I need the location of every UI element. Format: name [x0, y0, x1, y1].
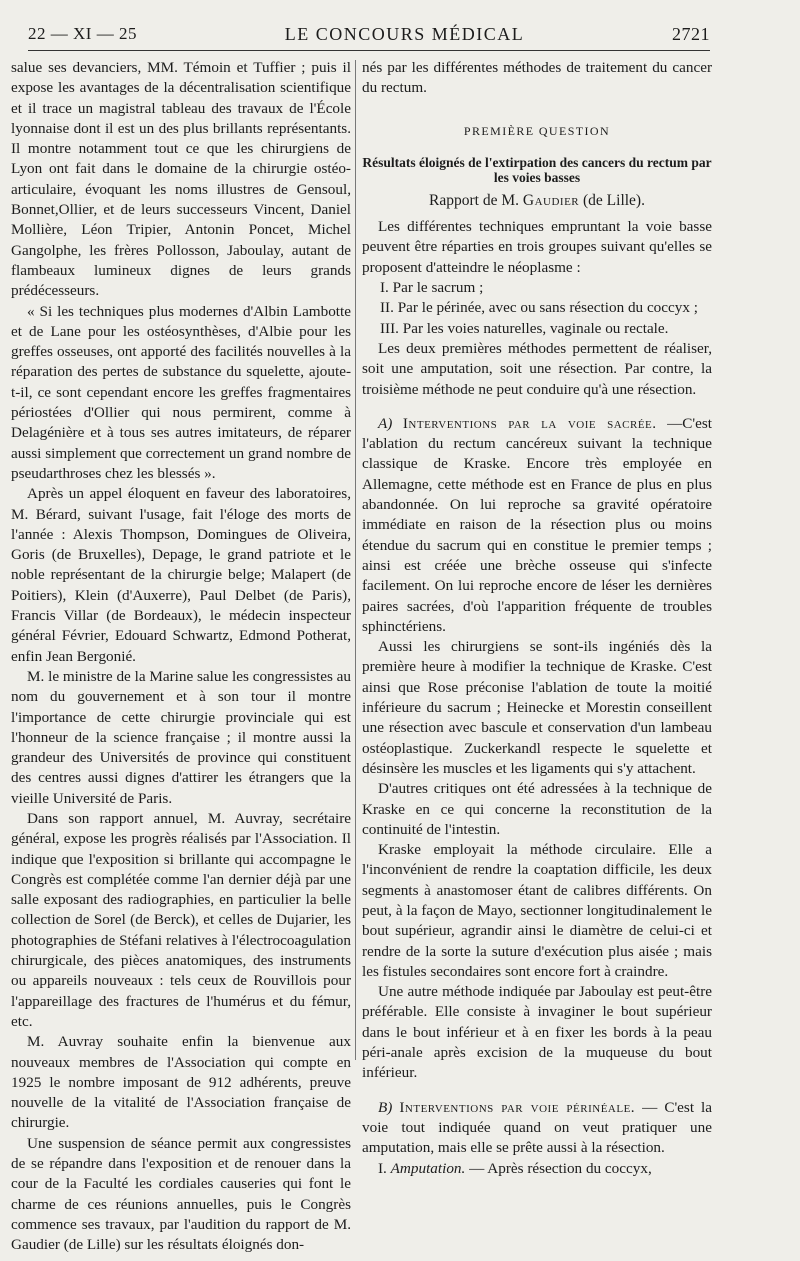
section-heading: PREMIÈRE QUESTION: [463, 123, 611, 138]
left-paragraph-6: M. Auvray souhaite enfin la bienvenue aux nouveaux membres de l'Association qui compte en 1925 le nombre imposant de 912 adhérents, preuve nouvelle de la vitalité de l'Association française de chirurgie.: [11, 1033, 351, 1132]
subsection-a-title: Interventions par la voie sacrée.: [402, 414, 657, 432]
subsection-b: [362, 1098, 712, 1159]
left-paragraph-1: salue ses devanciers, MM. Témoin et Tuffier ; puis il expose les avantages de la décentralisation scientifique et il trace un magistral tableau des travaux de l'École lyonnaise dont il est un des plus brillants représentants. Il montre notamment tout ce que les chirurgiens de Lyon ont fait dans le domaine de la chirurgie ostéo-articulaire, évoquant les noms illustres de Gensoul, Bonnet,Ollier, et de leurs successeurs Vincent, Daniel Mollière, Léon Tripier, Antonin Poncet, Michel Gangolphe, les frères Pollosson, Jaboulay, autant de flambeaux lumineux dignes de leurs grands prédécesseurs.: [11, 59, 351, 300]
report-suffix: (de Lille).: [583, 191, 645, 209]
section-title: Résultats éloignés de l'extirpation des cancers du rectum par les voies basses: [362, 154, 712, 185]
amputation-title: Amputation.: [390, 1159, 466, 1177]
page-header: [28, 20, 710, 48]
subsection-b-text: — C'est la voie tout indiquée quand on veut pratiquer une amputation, mais elle se prête aussi à la résection.: [362, 1098, 713, 1157]
report-line: [362, 191, 712, 211]
header-rule: [28, 50, 710, 51]
right-paragraph-5: Kraske employait la méthode circulaire. Elle a l'inconvénient de rendre la coaptation difficile, les deux segments à anastomoser étant de calibres différents. On peut, à la façon de Mayo, sectionner longitudinalement le bout supérieur, agrandir ainsi le diamètre de celui-ci et rendre de la sorte la suture d'exécution plus aisée ; mais les fistules secondaires sont encore fort à craindre.: [362, 841, 712, 980]
column-separator: [355, 60, 356, 1060]
right-intro: nés par les différentes méthodes de traitement du cancer du rectum.: [362, 59, 712, 97]
subsection-b-title: Interventions par voie périnéale.: [399, 1098, 636, 1116]
right-paragraph-3: Aussi les chirurgiens se sont-ils ingéniés dès la première heure à modifier la technique de Kraske. C'est ainsi que Rose préconise l'ablation de toute la moitié inférieure du sacrum ; Heinecke et Morestin conseillent une résection avec bascule et conservation d'un lambeau ostéoplastique. Zuckerkandl respecte le squelette et désinsère les muscles et les ligaments qui s'y attachent.: [362, 638, 712, 777]
right-paragraph-1: Les différentes techniques empruntant la voie basse peuvent être réparties en trois groupes suivant qu'elles se proposent d'atteindre le néoplasme :: [362, 218, 712, 276]
subsection-a-text: —C'est l'ablation du rectum cancéreux suivant la technique classique de Kraske. Encore très employée en Allemagne, cette méthode est en France de plus en plus abandonnée. On lui reproche sa gravité opératoire immédiate en raison de la résection plus ou moins étendue du sacrum qui en constitue le premier temps ; ainsi est créée une brèche osseuse qui s'infecte facilement. On lui reproche encore de léser les dernières paires sacrées, d'où l'apparition fréquente de troubles sphinctériens.: [362, 414, 713, 635]
amputation-text: — Après résection du coccyx,: [469, 1159, 652, 1177]
subsection-a: [362, 414, 712, 637]
left-paragraph-2: « Si les techniques plus modernes d'Albin Lambotte et de Lane pour les ostéosynthèses, d'Albie pour les greffes osseuses, ont apporté des facilités nouvelles à la réparation des pertes de substance du squelette, ajoute-t-il, ce sont cependant encore les greffes fragmentaires périostées d'Ollier qui nous permirent, comme à Delagénière et à tous ses autres imitateurs, de réparer aussi simplement que correctement un grand nombre de pseudarthroses chez les blessés ».: [11, 302, 351, 482]
left-paragraph-3: Après un appel éloquent en faveur des laboratoires, M. Bérard, suivant l'usage, fait l'éloge des morts de l'année : Alexis Thompson, Domingues de Oliveira, Goris (de Bruxelles), Depage, le grand patriote et le noble représentant de la chirurgie belge; Malapert (de Poitiers), Klein (d'Auxerre), Paul Delbet (de Paris), Francis Villar (de Bordeaux), le médecin inspecteur général Février, Edouard Schwartz, Edmond Potherat, enfin Jean Bergonié.: [11, 485, 351, 665]
journal-title: LE CONCOURS MÉDICAL: [284, 23, 525, 44]
left-paragraph-4: M. le ministre de la Marine salue les congressistes au nom du gouvernement et à son tour il montre l'importance de cette chirurgie provinciale qui est l'honneur de la science française ; il montre aussi la grandeur des Universités de province qui constituent des centres aussi dignes d'attirer les étrangers que la vieille Université de Paris.: [11, 667, 351, 807]
list-item-2: II. Par le périnée, avec ou sans résection du coccyx ;: [380, 299, 698, 317]
subsection-a-label: A): [378, 414, 393, 432]
report-prefix: Rapport de M.: [429, 191, 519, 209]
amputation-number: I.: [378, 1159, 387, 1177]
left-column: [11, 58, 351, 1256]
list-item-1: I. Par le sacrum ;: [380, 279, 484, 297]
subsection-b-label: B): [378, 1098, 393, 1116]
right-paragraph-4: D'autres critiques ont été adressées à la technique de Kraske en ce qui concerne la reconstitution de la continuité de l'intestin.: [362, 780, 712, 838]
left-paragraph-5: Dans son rapport annuel, M. Auvray, secrétaire général, expose les progrès réalisés par l'Association. Il indique que l'exposition si brillante qui accompagne le Congrès est complétée comme l'an dernier déjà par une salle exposant des radiographies, en particulier la belle collection de Sorel (de Berck), et celles de Dujarier, les photographies de Stéfani relatives à l'électrocoagulation chirurgicale, des pièces anatomiques, des instruments ou appareils nouveaux : tels ceux de Rouvillois pour l'appareillage des fractures de l'humérus et du fémur, etc.: [11, 809, 351, 1030]
right-paragraph-2: Les deux premières méthodes permettent de réaliser, soit une amputation, soit une résection. Par contre, la troisième méthode ne peut conduire qu'à une résection.: [362, 339, 712, 398]
list-item-3: III. Par les voies naturelles, vaginale ou rectale.: [380, 319, 669, 337]
right-paragraph-6: Une autre méthode indiquée par Jaboulay est peut-être préférable. Elle consiste à invaginer le bout supérieur dans le bout inférieur et à en fixer les bords à la peau péri-anale après excision de la muqueuse du bout inférieur.: [362, 983, 712, 1082]
header-date: 22 — XI — 25: [28, 24, 137, 43]
right-paragraph-7: [362, 1159, 712, 1179]
report-author: Gaudier: [522, 191, 580, 209]
page-number: 2721: [672, 23, 710, 44]
left-paragraph-7: Une suspension de séance permit aux congressistes de se répandre dans l'exposition et de renouer dans la cour de la Faculté les cordiales causeries qui font le charme de ces réunions annuelles, puis le Congrès commence ses travaux, par l'audition du rapport de M. Gaudier (de Lille) sur les résultats éloignés don-: [11, 1134, 351, 1254]
right-column: [362, 58, 712, 1179]
